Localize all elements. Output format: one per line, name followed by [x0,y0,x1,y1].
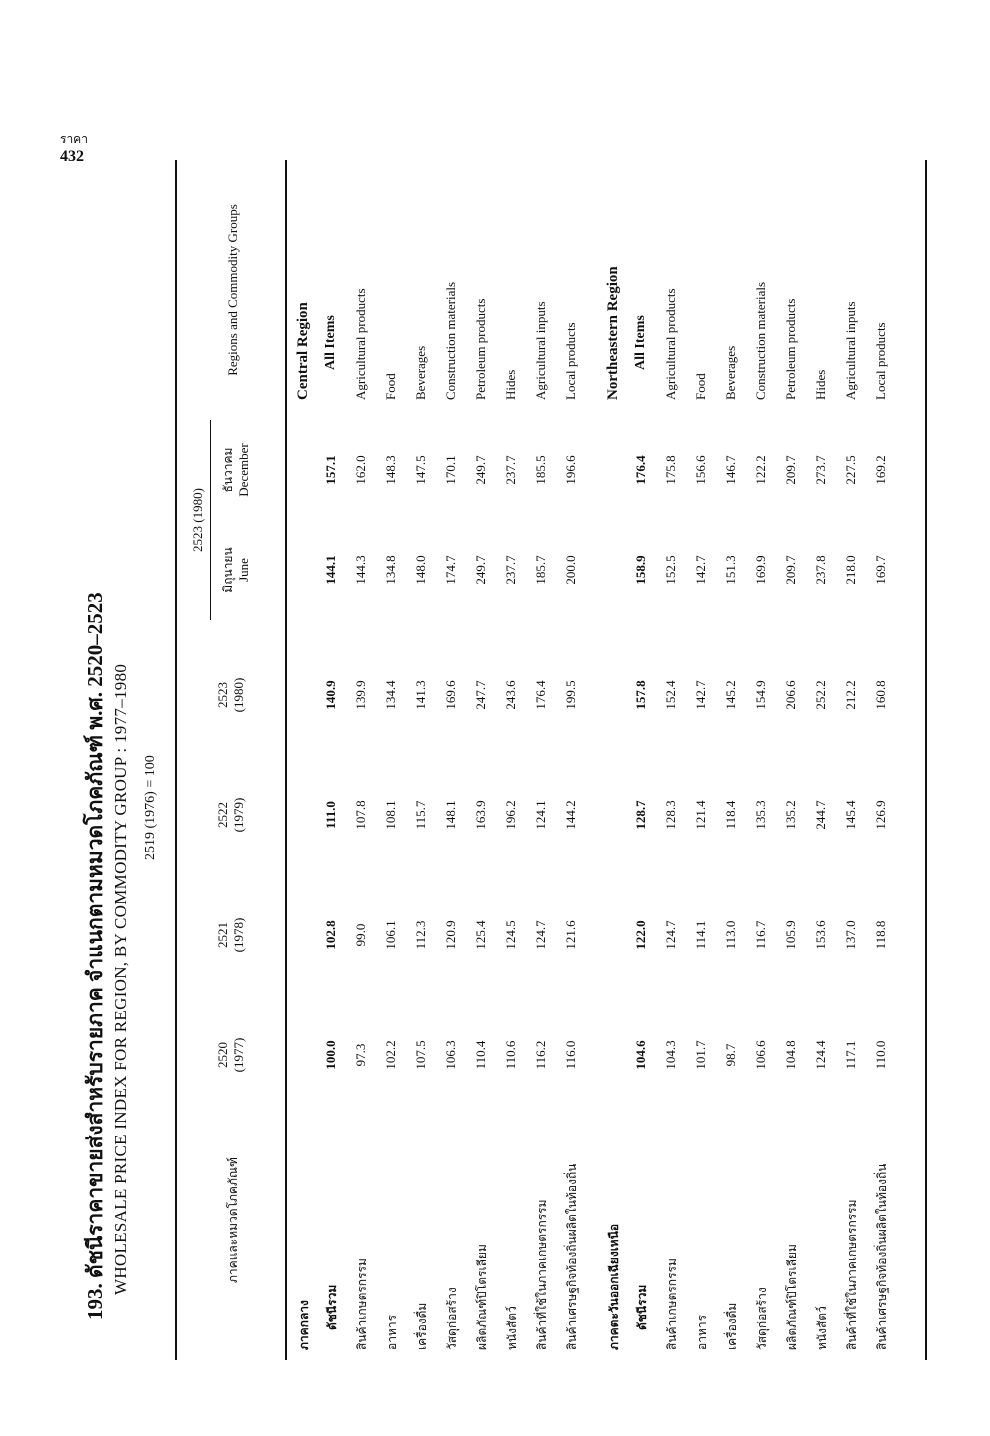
top-rule [175,160,177,1360]
table-cell: 122.2 [753,455,768,485]
table-cell: 209.7 [783,455,798,485]
table-cell: 151.3 [723,555,738,585]
header-2521 [215,890,247,980]
header-june [220,525,252,615]
table-cell: 102.8 [323,920,338,950]
table-cell: 237.8 [813,555,828,585]
table-cell: 162.0 [353,455,368,485]
table-cell: 135.2 [783,800,798,830]
table-cell: 146.7 [723,455,738,485]
row-label-english: Construction materials [753,281,768,400]
header-english-col: Regions and Commodity Groups [225,204,240,376]
table-cell: 157.8 [633,680,648,710]
page-number: 432 [60,148,84,165]
header-bottom-rule [285,160,287,1360]
table-cell: 169.2 [873,455,888,485]
row-label-thai: หนังสัตว์ [815,1306,829,1350]
row-label-english: Food [693,373,708,400]
table-cell: 134.8 [383,555,398,585]
table-cell: 206.6 [783,680,798,710]
table-cell: 174.7 [443,555,458,585]
table-cell: 196.6 [563,455,578,485]
table-cell: 108.1 [383,800,398,830]
table-cell: 153.6 [813,920,828,950]
table-cell: 157.1 [323,455,338,485]
table-cell: 144.1 [323,555,338,585]
table-cell: 104.8 [783,1040,798,1070]
table-cell: 169.7 [873,555,888,585]
header-december-en: December [236,443,251,497]
row-label-english: Local products [563,322,578,400]
table-cell: 118.8 [873,920,888,950]
table-cell: 142.7 [693,555,708,585]
table-cell: 113.0 [723,920,738,950]
row-label-english: Construction materials [443,281,458,400]
region-heading-thai: ภาคกลาง [297,1300,311,1350]
table-cell: 142.7 [693,680,708,710]
table-cell: 156.6 [693,455,708,485]
row-label-thai: วัสดุก่อสร้าง [445,1287,459,1350]
header-2522-en: (1979) [231,797,246,833]
table-cell: 117.1 [843,1040,858,1070]
header-2520 [215,1010,247,1100]
row-label-thai: สินค้าเกษตรกรรม [355,1258,369,1350]
table-cell: 273.7 [813,455,828,485]
row-label-english: Beverages [723,345,738,400]
row-label-english: Hides [813,369,828,400]
table-cell: 104.3 [663,1040,678,1070]
table-cell: 152.4 [663,680,678,710]
table-cell: 134.4 [383,680,398,710]
table-cell: 148.1 [443,800,458,830]
table-cell: 247.7 [473,680,488,710]
row-label-english: Hides [503,369,518,400]
row-label-thai: สินค้าเศรษฐกิจท้องถิ่นผลิตในท้องถิ่น [875,1163,889,1350]
table-cell: 116.0 [563,1040,578,1070]
table-cell: 102.2 [383,1040,398,1070]
header-2523 [215,650,247,740]
table-cell: 124.7 [663,920,678,950]
table-cell: 124.1 [533,800,548,830]
table-cell: 145.2 [723,680,738,710]
title-thai: 193. ดัชนีราคาขายส่งสำหรับรายภาค จำแนกตามหมวดโภคภัณฑ์ พ.ศ. 2520–2523 [83,592,107,1320]
table-cell: 124.4 [813,1040,828,1070]
row-label-thai: ผลิตภัณฑ์ปิโตรเลียม [785,1244,799,1350]
table-cell: 144.3 [353,555,368,585]
row-label-thai: ดัชนีรวม [325,1284,339,1330]
header-2521-thai: 2521 [215,922,230,948]
table-cell: 163.9 [473,800,488,830]
region-heading-thai: ภาคตะวันออกเฉียงเหนือ [607,1223,621,1350]
row-label-thai: ดัชนีรวม [635,1284,649,1330]
table-cell: 100.0 [323,1040,338,1070]
table-cell: 185.5 [533,455,548,485]
header-2521-en: (1978) [231,917,246,953]
table-cell: 104.6 [633,1040,648,1070]
base-year: 2519 (1976) = 100 [143,755,158,860]
table-cell: 110.4 [473,1040,488,1070]
row-label-english: Agricultural products [353,288,368,400]
table-cell: 97.3 [353,1043,368,1067]
table-cell: 128.3 [663,800,678,830]
row-label-english: Local products [873,322,888,400]
header-june-en: June [236,558,251,582]
title-english: WHOLESALE PRICE INDEX FOR REGION, BY COMMODITY GROUP : 1977–1980 [111,663,130,1295]
table-cell: 237.7 [503,455,518,485]
header-2520-thai: 2520 [215,1042,230,1068]
table-cell: 111.0 [323,801,338,829]
table-cell: 200.0 [563,555,578,585]
table-cell: 114.1 [693,920,708,950]
table-cell: 141.3 [413,680,428,710]
table-cell: 227.5 [843,455,858,485]
region-heading-english: Northeastern Region [605,266,621,400]
title-block [75,160,170,1360]
table-cell: 212.2 [843,680,858,710]
table-cell: 107.5 [413,1040,428,1070]
table-cell: 196.2 [503,800,518,830]
row-label-thai: อาหาร [385,1314,399,1350]
table-cell: 106.3 [443,1040,458,1070]
row-label-english: Petroleum products [783,298,798,400]
row-label-english: Agricultural inputs [843,301,858,400]
table-cell: 170.1 [443,455,458,485]
header-2523-group: 2523 (1980) [190,488,205,552]
page-label: ราคา [60,132,88,146]
table-cell: 126.9 [873,800,888,830]
table-cell: 105.9 [783,920,798,950]
table-cell: 252.2 [813,680,828,710]
row-label-thai: หนังสัตว์ [505,1306,519,1350]
table-cell: 148.0 [413,555,428,585]
table-cell: 209.7 [783,555,798,585]
table-cell: 237.7 [503,555,518,585]
table-cell: 145.4 [843,800,858,830]
region-heading-english: Central Region [295,302,311,400]
table-cell: 116.7 [753,920,768,950]
table-cell: 160.8 [873,680,888,710]
row-label-english: All Items [323,315,338,370]
table-cell: 218.0 [843,555,858,585]
row-label-thai: สินค้าที่ใช้ในภาคเกษตรกรรม [535,1199,549,1350]
header-june-thai: มิถุนายน [221,547,235,593]
row-label-english: Agricultural inputs [533,301,548,400]
table-cell: 199.5 [563,680,578,710]
row-label-thai: สินค้าเกษตรกรรม [665,1258,679,1350]
header-december [220,425,252,515]
table-cell: 116.2 [533,1040,548,1070]
row-label-thai: เครื่องดื่ม [725,1302,739,1350]
group-rule [210,420,211,620]
table-cell: 135.3 [753,800,768,830]
table-cell: 185.7 [533,555,548,585]
table-cell: 106.1 [383,920,398,950]
rotated-table-page [75,160,935,1360]
table-cell: 139.9 [353,680,368,710]
header-december-thai: ธันวาคม [221,447,235,493]
table-cell: 124.5 [503,920,518,950]
table-cell: 158.9 [633,555,648,585]
table-cell: 98.7 [723,1043,738,1067]
row-label-thai: เครื่องดื่ม [415,1302,429,1350]
table-cell: 115.7 [413,800,428,830]
table-cell: 169.9 [753,555,768,585]
row-label-english: Petroleum products [473,298,488,400]
row-label-english: Agricultural products [663,288,678,400]
table-cell: 137.0 [843,920,858,950]
table-cell: 128.7 [633,800,648,830]
row-label-thai: อาหาร [695,1314,709,1350]
table-cell: 175.8 [663,455,678,485]
table-cell: 244.7 [813,800,828,830]
table-cell: 152.5 [663,555,678,585]
table-cell: 120.9 [443,920,458,950]
table-cell: 122.0 [633,920,648,950]
table-cell: 118.4 [723,800,738,830]
header-2522-thai: 2522 [215,802,230,828]
row-label-english: Food [383,373,398,400]
table-cell: 147.5 [413,455,428,485]
header-2523-en: (1980) [231,677,246,713]
table-cell: 249.7 [473,555,488,585]
row-label-thai: ผลิตภัณฑ์ปิโตรเลียม [475,1244,489,1350]
table-cell: 169.6 [443,680,458,710]
header-2522 [215,770,247,860]
table-cell: 106.6 [753,1040,768,1070]
header-2523-thai: 2523 [215,682,230,708]
row-label-english: Beverages [413,345,428,400]
table-cell: 148.3 [383,455,398,485]
table-cell: 243.6 [503,680,518,710]
table-cell: 249.7 [473,455,488,485]
header-2520-en: (1977) [231,1037,246,1073]
row-label-english: All Items [633,315,648,370]
bottom-rule [925,160,927,1360]
table-cell: 121.4 [693,800,708,830]
table-cell: 140.9 [323,680,338,710]
table-cell: 110.6 [503,1040,518,1070]
row-label-thai: สินค้าเศรษฐกิจท้องถิ่นผลิตในท้องถิ่น [565,1163,579,1350]
table-cell: 99.0 [353,923,368,947]
table-cell: 121.6 [563,920,578,950]
table-cell: 176.4 [533,680,548,710]
row-label-thai: สินค้าที่ใช้ในภาคเกษตรกรรม [845,1199,859,1350]
header-thai-col: ภาคและหมวดโภคภัณฑ์ [226,1157,240,1283]
table-cell: 112.3 [413,920,428,950]
table-cell: 125.4 [473,920,488,950]
table-cell: 144.2 [563,800,578,830]
table-cell: 107.8 [353,800,368,830]
table-cell: 110.0 [873,1040,888,1070]
table-cell: 101.7 [693,1040,708,1070]
table-cell: 154.9 [753,680,768,710]
row-label-thai: วัสดุก่อสร้าง [755,1287,769,1350]
table-cell: 124.7 [533,920,548,950]
table-cell: 176.4 [633,455,648,485]
